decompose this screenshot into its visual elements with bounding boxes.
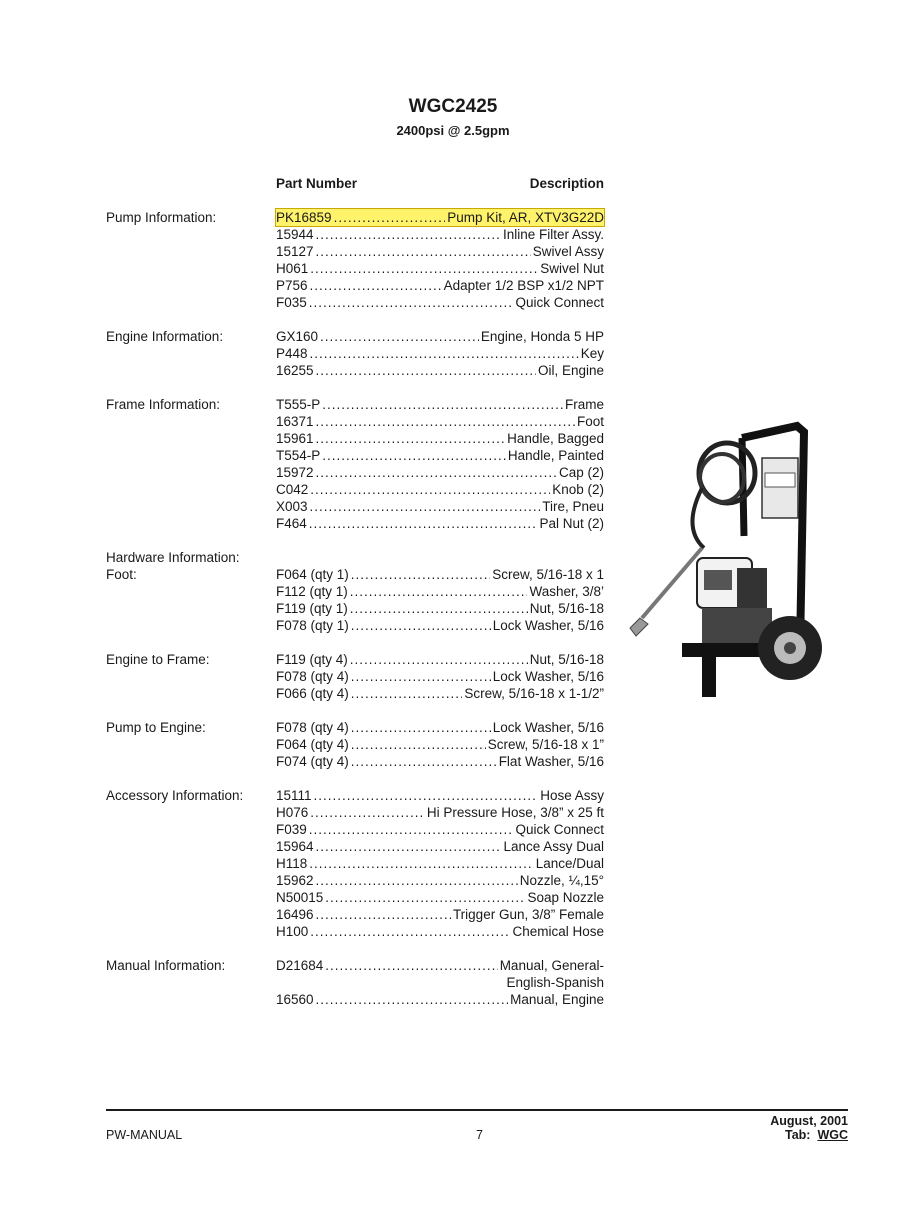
part-description: Inline Filter Assy. [502,227,604,242]
tab-value: WGC [817,1128,848,1142]
part-row [276,600,604,617]
section-label [106,957,225,974]
dot-leader [316,464,557,481]
section-label-line: Pump Information: [106,210,217,225]
part-row [276,209,604,226]
part-row [276,243,604,260]
page-number: 7 [476,1128,483,1142]
part-description: Nozzle, ¼,15° [519,873,604,888]
part-number: F464 [276,516,307,531]
part-row [276,226,604,243]
part-number: F078 (qty 4) [276,669,349,684]
part-description: Handle, Painted [507,448,604,463]
part-row [276,736,604,753]
part-row [276,889,604,906]
tab-label: Tab: [785,1128,811,1142]
dot-leader [310,277,442,294]
part-description: Screw, 5/16-18 x 1-1/2” [464,686,604,701]
part-number: F119 (qty 1) [276,601,348,616]
part-number: F064 (qty 1) [276,567,349,582]
section-label-line: Manual Information: [106,958,226,973]
part-description: Nut, 5/16-18 [529,652,604,667]
dot-leader [316,430,506,447]
dot-leader [316,413,575,430]
part-number: X003 [276,499,308,514]
part-description: Oil, Engine [537,363,604,378]
part-number: F078 (qty 1) [276,618,349,633]
parts-section [0,719,906,770]
section-label-line: Frame Information: [106,397,221,412]
parts-section [0,328,906,379]
dot-leader [322,396,563,413]
dot-leader [309,515,538,532]
section-label [106,396,220,413]
part-description: English-Spanish [506,975,604,990]
footer-tab [770,1128,848,1142]
part-row [276,957,604,974]
part-row [276,685,604,702]
dot-leader [310,345,579,362]
part-number: H061 [276,261,309,276]
parts-section [0,209,906,311]
description-header: Description [529,176,604,191]
part-row [276,855,604,872]
part-number: F078 (qty 4) [276,720,349,735]
dot-leader [316,991,509,1008]
section-label-line: Accessory Information: [106,788,244,803]
part-description: Manual, Engine [510,992,604,1007]
part-number: F039 [276,822,307,837]
section-label-line: Engine Information: [106,329,224,344]
dot-leader [350,600,528,617]
part-number-header: Part Number [276,176,358,191]
dot-leader [322,447,506,464]
footer-date-tab [770,1114,848,1142]
part-number: T555-P [276,397,321,412]
part-number: PK16859 [276,210,332,225]
part-row [276,260,604,277]
part-description: Cap (2) [558,465,604,480]
part-description: Trigger Gun, 3/8” Female [452,907,604,922]
part-row [276,362,604,379]
part-number: F119 (qty 4) [276,652,348,667]
part-row [276,753,604,770]
dot-leader [334,209,446,226]
part-row [276,498,604,515]
parts-section [0,957,906,1008]
part-row [276,294,604,311]
part-number: 15962 [276,873,314,888]
part-row [276,821,604,838]
part-row [276,345,604,362]
dot-leader [316,872,518,889]
dot-leader [351,753,497,770]
part-description: Nut, 5/16-18 [529,601,604,616]
footer-rule [106,1109,848,1111]
part-description: Lance/Dual [535,856,604,871]
dot-leader [350,583,528,600]
part-number: D21684 [276,958,324,973]
part-row [276,838,604,855]
part-description: Swivel Nut [540,261,604,276]
dot-leader [316,838,502,855]
dot-leader [310,498,541,515]
dot-leader [314,787,539,804]
part-number: 16255 [276,363,314,378]
part-description: Chemical Hose [512,924,604,939]
part-description: Foot [576,414,604,429]
part-row [276,804,604,821]
page-subtitle: 2400psi @ 2.5gpm [396,123,510,138]
part-row [276,328,604,345]
part-number: 15111 [276,788,312,803]
part-number: F112 (qty 1) [276,584,348,599]
part-number: 15127 [276,244,314,259]
part-number: 16560 [276,992,314,1007]
part-description: Swivel Assy [532,244,604,259]
dot-leader [310,923,510,940]
part-number: P448 [276,346,308,361]
part-number: 15972 [276,465,314,480]
dot-leader [351,685,463,702]
part-row [276,481,604,498]
part-description: Lock Washer, 5/16 [492,618,604,633]
part-description: Engine, Honda 5 HP [480,329,604,344]
dot-leader [316,243,531,260]
part-description: Knob (2) [552,482,604,497]
part-row [276,277,604,294]
part-number: F066 (qty 4) [276,686,349,701]
dot-leader [351,719,491,736]
part-row [276,430,604,447]
part-row [276,413,604,430]
part-description: Lance Assy Dual [503,839,604,854]
dot-leader [351,668,491,685]
part-row [276,515,604,532]
dot-leader [320,328,479,345]
pressure-washer-image [622,418,822,700]
part-number: 15944 [276,227,314,242]
dot-leader [351,617,491,634]
part-row [276,566,604,583]
part-row [276,923,604,940]
dot-leader [350,651,528,668]
part-description: Pump Kit, AR, XTV3G22D [447,210,604,225]
part-description: Screw, 5/16-18 x 1” [487,737,604,752]
dot-leader [325,889,525,906]
section-label-line: Pump to Engine: [106,720,206,735]
part-number: H100 [276,924,309,939]
part-description: Manual, General- [499,958,604,973]
part-description: Adapter 1/2 BSP x1/2 NPT [443,278,604,293]
part-number: P756 [276,278,308,293]
part-number: F074 (qty 4) [276,754,349,769]
footer-date: August, 2001 [770,1114,848,1128]
dot-leader [310,804,425,821]
part-number: 15961 [276,431,314,446]
part-row [276,583,604,600]
section-label [106,328,223,345]
section-label [106,719,206,736]
part-description: Hose Assy [540,788,604,803]
part-row [276,668,604,685]
part-description: Key [580,346,604,361]
dot-leader [351,566,490,583]
part-number: F035 [276,295,307,310]
dot-leader [309,855,533,872]
parts-section [0,787,906,940]
part-description: Tire, Pneu [542,499,604,514]
part-description: Frame [564,397,604,412]
part-description: Quick Connect [515,822,604,837]
dot-leader [316,906,451,923]
part-row [276,447,604,464]
part-row [276,872,604,889]
section-label-line: Hardware Information: [106,550,240,565]
section-label [106,651,210,668]
part-row [276,549,604,566]
part-row [276,651,604,668]
part-row [276,617,604,634]
part-number: H118 [276,856,308,871]
part-description: Flat Washer, 5/16 [498,754,604,769]
part-number: C042 [276,482,309,497]
part-description: Screw, 5/16-18 x 1 [492,567,604,582]
part-description: Quick Connect [515,295,604,310]
dot-leader [309,821,514,838]
dot-leader [309,294,514,311]
dot-leader [310,260,538,277]
page-title: WGC2425 [408,96,498,117]
section-label [106,549,240,583]
section-label [106,209,216,226]
part-number: 16496 [276,907,314,922]
part-description: Lock Washer, 5/16 [492,720,604,735]
part-description: Handle, Bagged [507,431,604,446]
part-row [276,906,604,923]
part-row [276,991,604,1008]
part-number: 15964 [276,839,314,854]
part-number: H076 [276,805,309,820]
part-row [276,787,604,804]
part-number: 16371 [276,414,314,429]
part-row [276,464,604,481]
dot-leader [351,736,486,753]
dot-leader [310,481,550,498]
part-description: Washer, 3/8’ [529,584,604,599]
section-label-line: Engine to Frame: [106,652,210,667]
part-description: Soap Nozzle [527,890,604,905]
part-number: F064 (qty 4) [276,737,349,752]
part-description: Hi Pressure Hose, 3/8” x 25 ft [426,805,604,820]
dot-leader [316,226,501,243]
part-description: Pal Nut (2) [539,516,604,531]
footer-manual-name: PW-MANUAL [106,1128,183,1142]
part-number: N50015 [276,890,324,905]
part-description: Lock Washer, 5/16 [492,669,604,684]
part-row [276,719,604,736]
part-number: GX160 [276,329,319,344]
dot-leader [316,362,536,379]
dot-leader [325,957,497,974]
part-row [276,396,604,413]
part-row [276,974,604,991]
section-label-line: Foot: [106,567,137,582]
part-number: T554-P [276,448,321,463]
section-label [106,787,243,804]
